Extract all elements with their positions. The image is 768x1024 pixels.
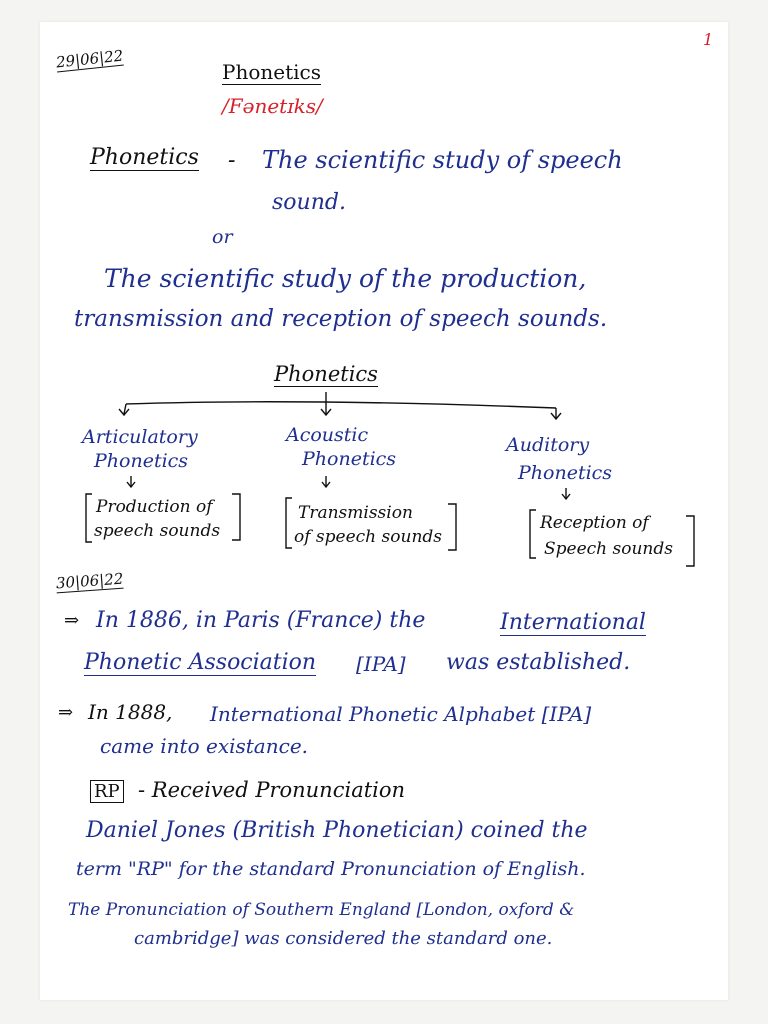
branch-auditory-desc-1: Reception of <box>540 513 649 533</box>
branch-acoustic-desc-1: Transmission <box>298 503 413 523</box>
note-1-ipa-abbr: [IPA] <box>356 652 406 676</box>
arrow-icon: ⇒ <box>64 610 80 631</box>
page-title: Phonetics <box>222 60 321 84</box>
rp-line-3: The Pronunciation of Southern England [London, oxford & <box>68 900 575 920</box>
branch-articulatory-desc-2: speech sounds <box>94 521 221 541</box>
definition-or: or <box>212 226 233 248</box>
note-1-ipa-international: International <box>500 610 646 635</box>
branch-acoustic-name: Acoustic <box>286 424 369 446</box>
rp-line-4: cambridge] was considered the standard one. <box>134 928 553 949</box>
definition-line-3: The scientific study of the production, <box>104 264 587 293</box>
rp-line-1: Daniel Jones (British Phonetician) coined the <box>86 818 588 843</box>
note-2-year: In 1888, <box>88 700 173 724</box>
phonetic-transcription: /Fənetɪks/ <box>222 94 323 118</box>
definition-dash: - <box>228 148 236 173</box>
branch-auditory-name: Auditory <box>506 434 590 456</box>
definition-line-2: sound. <box>272 190 346 215</box>
date-2: 30|06|22 <box>55 569 124 593</box>
rp-definition: - Received Pronunciation <box>138 778 406 802</box>
branch-articulatory-phonetics: Phonetics <box>94 450 189 472</box>
note-2-alphabet: International Phonetic Alphabet [IPA] <box>210 702 592 726</box>
note-1-text-e: was established. <box>446 650 631 675</box>
arrow-icon: ⇒ <box>58 702 74 723</box>
page-number: 1 <box>703 30 714 49</box>
tree-root: Phonetics <box>274 362 378 386</box>
definition-line-1: The scientific study of speech <box>262 146 623 174</box>
definition-term: Phonetics <box>90 145 199 170</box>
rp-abbreviation-box: RP <box>90 780 124 803</box>
definition-line-4: transmission and reception of speech sounds. <box>74 306 608 332</box>
note-1-text-a: In 1886, in Paris (France) the <box>96 608 426 633</box>
branch-acoustic-desc-2: of speech sounds <box>294 527 442 547</box>
branch-articulatory-desc-1: Production of <box>96 497 213 517</box>
branch-auditory-phonetics: Phonetics <box>518 462 613 484</box>
branch-auditory-desc-2: Speech sounds <box>544 539 673 559</box>
rp-line-2: term "RP" for the standard Pronunciation of English. <box>76 858 586 880</box>
branch-acoustic-phonetics: Phonetics <box>302 448 397 470</box>
date-1: 29|06|22 <box>55 46 125 72</box>
branch-articulatory-name: Articulatory <box>82 426 198 448</box>
note-1-ipa-association: Phonetic Association <box>84 650 317 675</box>
note-2-existence: came into existance. <box>100 734 309 758</box>
